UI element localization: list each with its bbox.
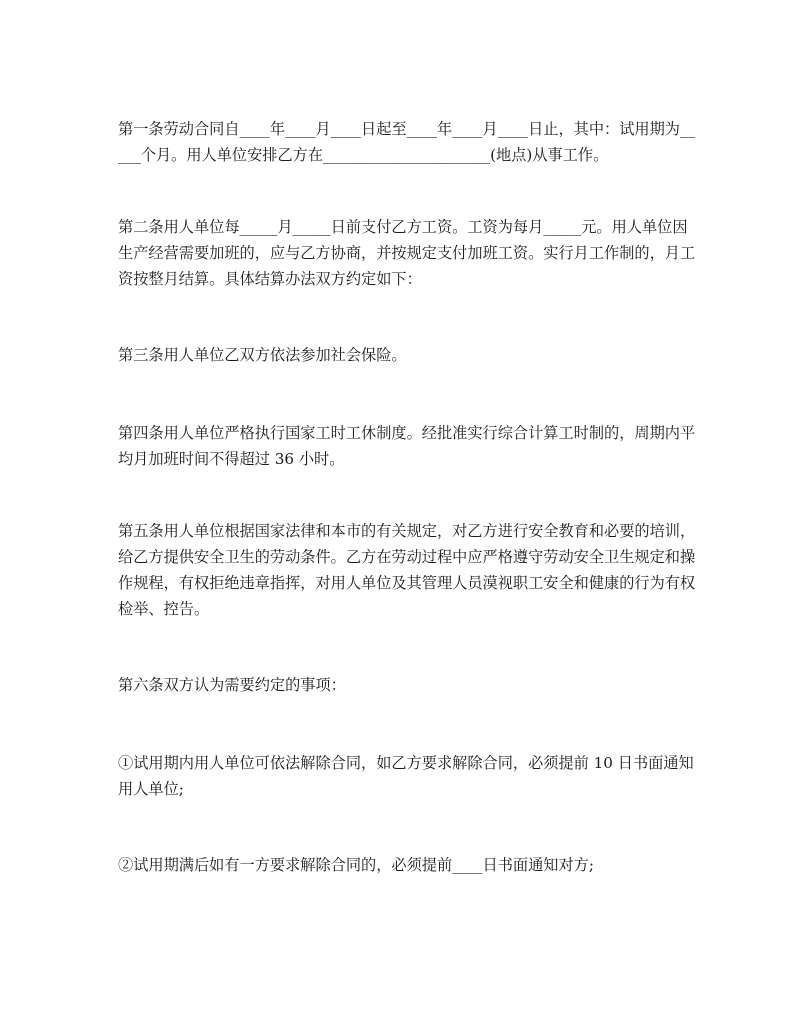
contract-clause-4: 第四条用人单位严格执行国家工时工休制度。经批准实行综合计算工时制的，周期内平均月加班时间不得超过 36 小时。 <box>118 424 696 468</box>
contract-clause-1: 第一条劳动合同自____年____月____日起至____年____月____日止，其中：试用期为_____个月。用人单位安排乙方在______________________(地点)从事工作。 <box>118 120 696 164</box>
agreed-item-1: ①试用期内用人单位可依法解除合同，如乙方要求解除合同，必须提前 10 日书面通知用人单位; <box>118 754 694 798</box>
agreed-item-2: ②试用期满后如有一方要求解除合同的，必须提前____日书面通知对方; <box>118 856 594 874</box>
contract-clause-6: 第六条双方认为需要约定的事项： <box>118 676 346 694</box>
contract-clause-2: 第二条用人单位每_____月_____日前支付乙方工资。工资为每月_____元。用人单位因生产经营需要加班的，应与乙方协商，并按规定支付加班工资。实行月工作制的，月工资按整月结算。具体结算办法双方约定如下： <box>118 218 696 288</box>
contract-clause-3: 第三条用人单位乙双方依法参加社会保险。 <box>118 346 407 364</box>
contract-clause-5: 第五条用人单位根据国家法律和本市的有关规定，对乙方进行安全教育和必要的培训，给乙方提供安全卫生的劳动条件。乙方在劳动过程中应严格遵守劳动安全卫生规定和操作规程，有权拒绝违章指挥，对用人单位及其管理人员漠视职工安全和健康的行为有权检举、控告。 <box>118 522 696 618</box>
